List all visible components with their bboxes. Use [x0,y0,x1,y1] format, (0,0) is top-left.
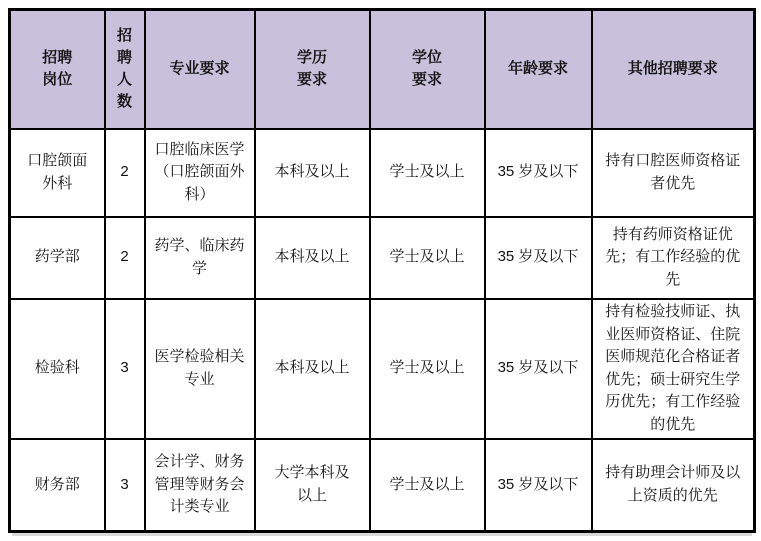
cell-education: 大学本科及以上 [255,439,370,532]
cell-education: 本科及以上 [255,299,370,439]
cell-major: 医学检验相关专业 [145,299,255,439]
header-label-major: 专业要求 [169,60,230,77]
header-label-age: 年龄要求 [507,60,568,77]
header-cell-position [10,10,105,129]
cell-age: 35 岁及以下 [485,217,592,299]
header-label-position: 招聘岗位 [42,48,73,89]
table-row [10,217,755,299]
header-label-other: 其他招聘要求 [627,60,718,77]
cell-count: 3 [105,299,145,439]
recruitment-table [8,8,756,533]
cell-education: 本科及以上 [255,217,370,299]
header-label-education: 学历要求 [296,48,327,89]
table-row [10,439,755,532]
cell-position: 药学部 [10,217,105,299]
cell-degree: 学士及以上 [370,299,485,439]
header-label-count: 招聘人数 [116,27,132,110]
cell-age: 35 岁及以下 [485,299,592,439]
cell-age: 35 岁及以下 [485,129,592,217]
cell-degree: 学士及以上 [370,129,485,217]
cell-other: 持有口腔医师资格证者优先 [592,129,755,217]
cell-major: 口腔临床医学（口腔颌面外科） [145,129,255,217]
cell-degree: 学士及以上 [370,217,485,299]
header-cell-degree [370,10,485,129]
header-label-degree: 学位要求 [411,48,442,89]
header-cell-major [145,10,255,129]
header-cell-count [105,10,145,129]
table-row [10,129,755,217]
header-cell-other [592,10,755,129]
cell-count: 2 [105,129,145,217]
cell-education: 本科及以上 [255,129,370,217]
cell-position: 检验科 [10,299,105,439]
header-cell-education [255,10,370,129]
cell-other: 持有助理会计师及以上资质的优先 [592,439,755,532]
table-row [10,299,755,439]
cell-position: 口腔颌面外科 [10,129,105,217]
cell-count: 3 [105,439,145,532]
header-row [10,10,755,129]
header-cell-age [485,10,592,129]
cell-major: 药学、临床药学 [145,217,255,299]
cell-major: 会计学、财务管理等财务会计类专业 [145,439,255,532]
recruitment-table-container [8,8,756,533]
cell-age: 35 岁及以下 [485,439,592,532]
cell-count: 2 [105,217,145,299]
cell-other: 持有检验技师证、执业医师资格证、住院医师规范化合格证者优先；硕士研究生学历优先；有工作经验的优先 [592,299,755,439]
cell-position: 财务部 [10,439,105,532]
cell-degree: 学士及以上 [370,439,485,532]
cell-other: 持有药师资格证优先；有工作经验的优先 [592,217,755,299]
